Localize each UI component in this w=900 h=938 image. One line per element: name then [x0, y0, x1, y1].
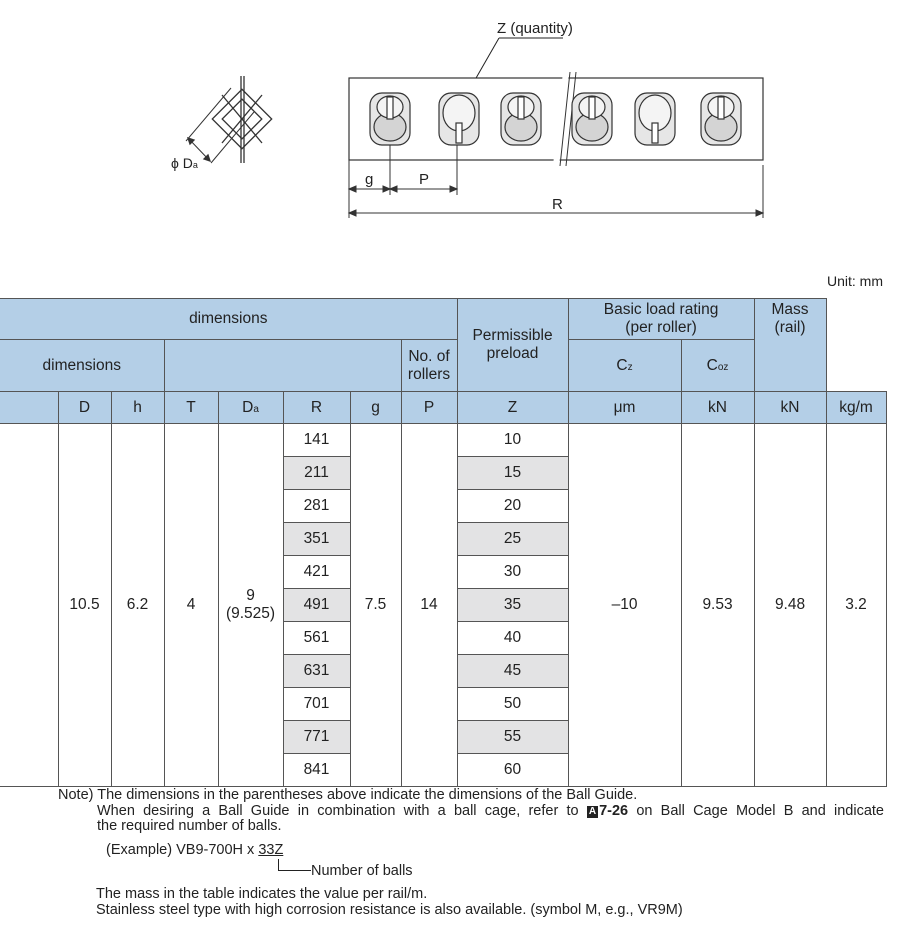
model-cell: [0, 424, 58, 787]
value-z: 40: [457, 622, 568, 655]
value-h: 6.2: [111, 424, 164, 787]
notes-block: [58, 788, 884, 835]
col-mass-unit: kg/m: [826, 392, 886, 424]
value-t: 4: [164, 424, 218, 787]
value-r: 701: [283, 688, 350, 721]
coz-header: Coz: [681, 340, 754, 392]
load-rating-header: Basic load rating (per roller): [568, 299, 754, 340]
page-reference[interactable]: A 7-26: [588, 802, 629, 819]
col-g: g: [350, 392, 401, 424]
value-z: 30: [457, 556, 568, 589]
value-r: 491: [283, 589, 350, 622]
rollers-header: No. of rollers: [401, 340, 457, 392]
value-z: 35: [457, 589, 568, 622]
spec-table: [0, 298, 887, 787]
z-quantity-label: Z (quantity): [497, 20, 573, 37]
value-coz: 9.48: [754, 424, 826, 787]
mass-header: Mass (rail): [754, 299, 826, 392]
value-z: 55: [457, 721, 568, 754]
col-t: T: [164, 392, 218, 424]
col-blank: [0, 392, 58, 424]
g-dimension-label: g: [365, 171, 374, 188]
value-z: 50: [457, 688, 568, 721]
col-p: P: [401, 392, 457, 424]
value-r: 281: [283, 490, 350, 523]
r-dimension-label: R: [552, 196, 563, 213]
value-z: 20: [457, 490, 568, 523]
value-r: 421: [283, 556, 350, 589]
note-number-of-balls: the required number of balls.: [97, 818, 282, 834]
note-ball-cage: When desiring a Ball Guide in combination with a ball cage, refer to A 7-26 on Ball Cage Model B and indicate: [97, 802, 884, 819]
mass-notes: [96, 887, 683, 918]
example-bracket: [278, 859, 311, 871]
value-preload: –10: [568, 424, 681, 787]
col-cz-unit: kN: [681, 392, 754, 424]
value-r: 211: [283, 457, 350, 490]
number-of-balls-label: Number of balls: [311, 863, 413, 879]
value-r: 841: [283, 754, 350, 787]
value-cz: 9.53: [681, 424, 754, 787]
p-dimension-label: P: [419, 171, 430, 188]
value-da: 9 (9.525): [218, 424, 283, 787]
value-z: 10: [457, 424, 568, 457]
col-preload-unit: μm: [568, 392, 681, 424]
value-z: 25: [457, 523, 568, 556]
value-r: 631: [283, 655, 350, 688]
roller-guide-diagram: [0, 0, 900, 240]
value-r: 561: [283, 622, 350, 655]
da-label: ϕ Da: [171, 155, 198, 171]
value-r: 141: [283, 424, 350, 457]
stainless-note: Stainless steel type with high corrosion resistance is also available. (symbol M, e.g., VR9M): [96, 901, 683, 918]
value-mass: 3.2: [826, 424, 886, 787]
example-code: (Example) VB9-700H x 33Z: [106, 842, 284, 858]
col-r: R: [283, 392, 350, 424]
dimensions-group-header: dimensions: [0, 299, 457, 340]
roller-section-detail: [186, 76, 272, 163]
value-p: 14: [401, 424, 457, 787]
dimensions-sub-header: dimensions: [0, 340, 164, 392]
value-z: 60: [457, 754, 568, 787]
col-d: D: [58, 392, 111, 424]
mass-note: The mass in the table indicates the value per rail/m.: [96, 886, 428, 902]
value-z: 45: [457, 655, 568, 688]
value-z: 15: [457, 457, 568, 490]
note-parentheses: Note) The dimensions in the parentheses above indicate the dimensions of the Ball Guide.: [58, 787, 638, 803]
value-r: 351: [283, 523, 350, 556]
value-d: 10.5: [58, 424, 111, 787]
col-coz-unit: kN: [754, 392, 826, 424]
col-da: Da: [218, 392, 283, 424]
value-g: 7.5: [350, 424, 401, 787]
value-r: 771: [283, 721, 350, 754]
unit-label: Unit: mm: [827, 273, 883, 289]
cz-header: Cz: [568, 340, 681, 392]
col-h: h: [111, 392, 164, 424]
dimensions-blank-header: [164, 340, 401, 392]
col-z: Z: [457, 392, 568, 424]
preload-header: Permissible preload: [457, 299, 568, 392]
